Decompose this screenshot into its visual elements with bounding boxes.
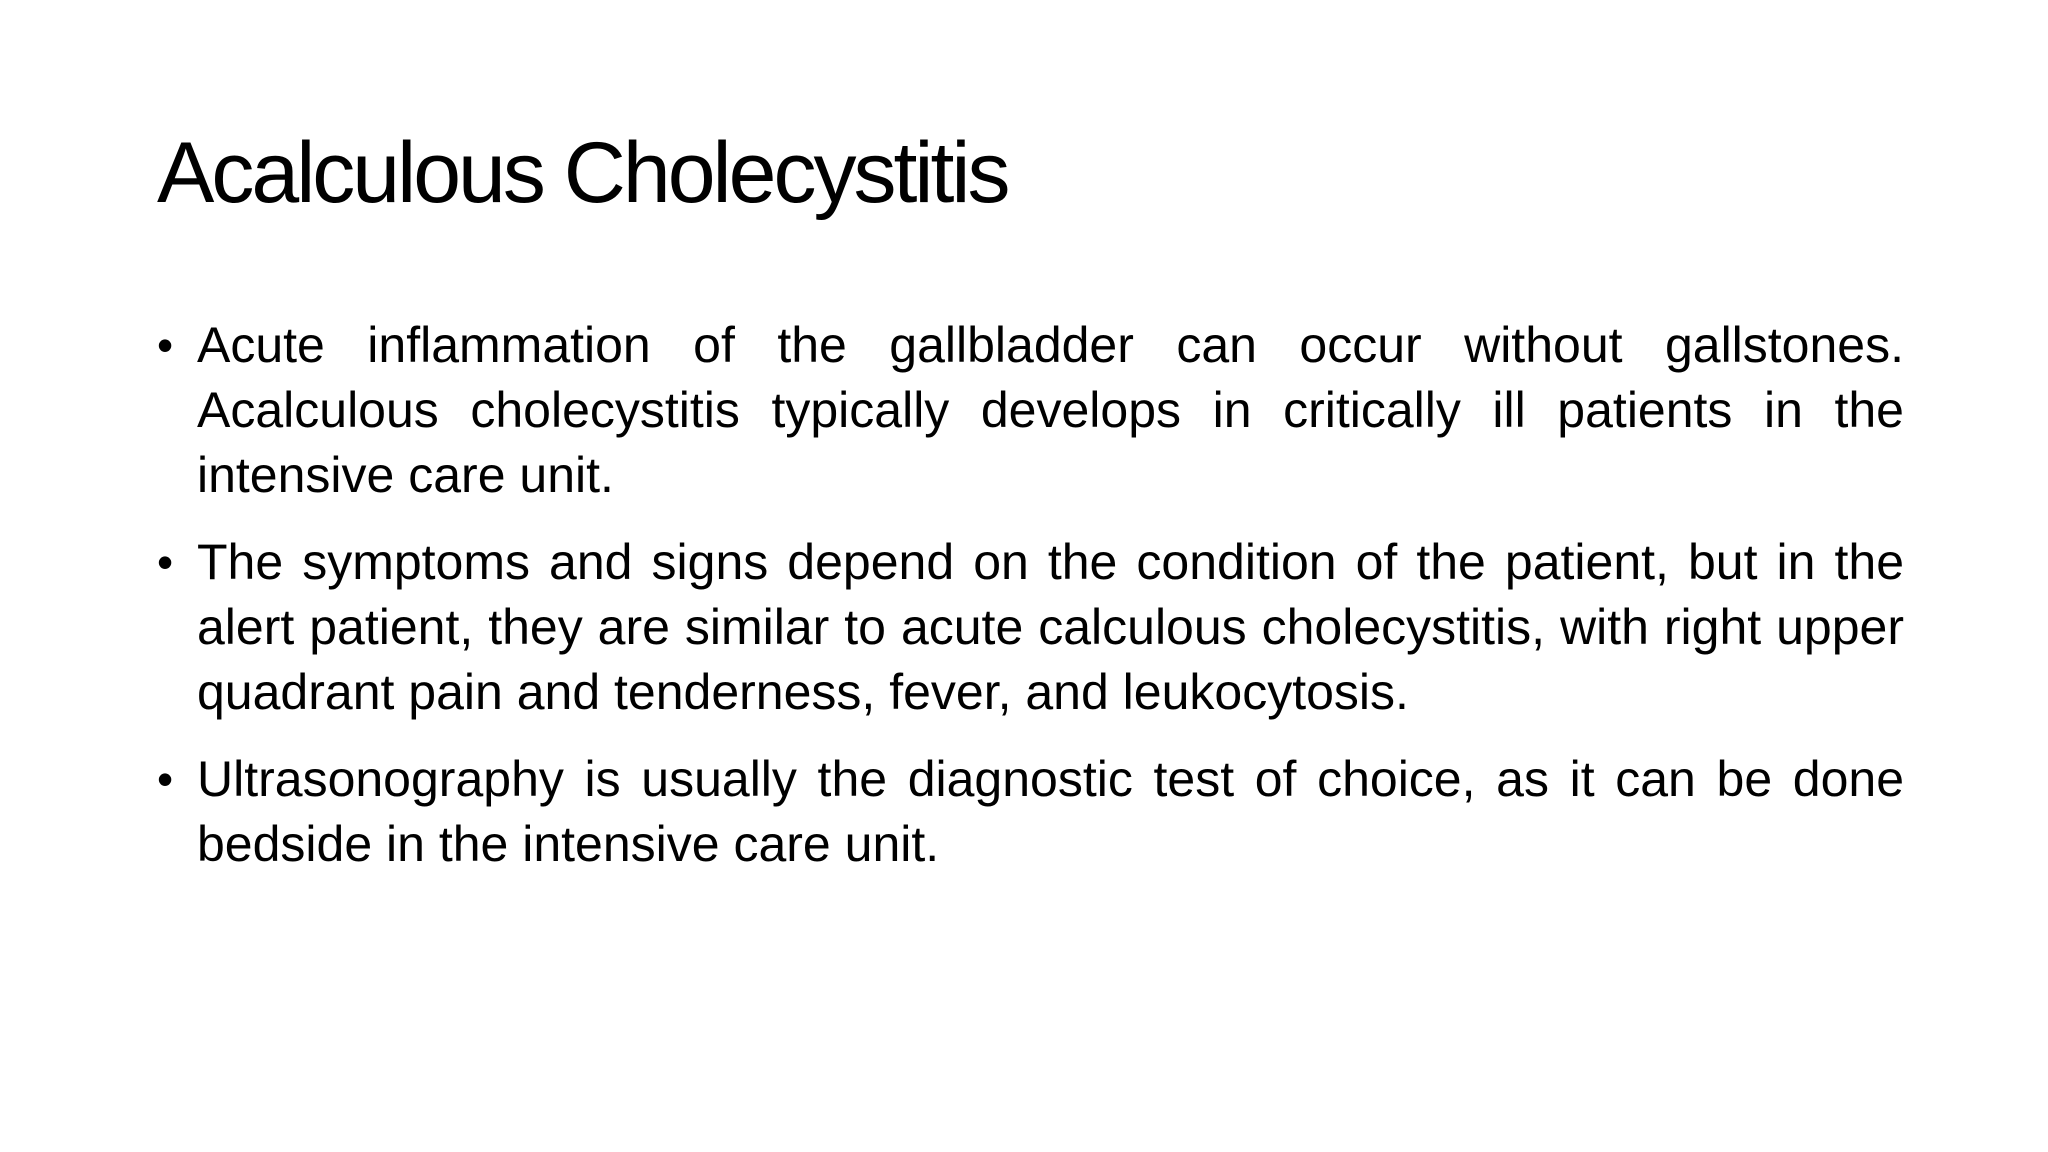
bullet-dot-icon: • <box>157 536 174 588</box>
bullet-text: Acute inflammation of the gallbladder can occur without gallstones. Acalculous cholecystitis typically develops in critically ill patients in the intensive care unit. <box>197 317 1904 503</box>
bullet-item <box>157 530 1904 725</box>
bullet-list <box>157 313 1904 899</box>
bullet-item <box>157 313 1904 508</box>
slide-title: Acalculous Cholecystitis <box>157 125 1008 221</box>
bullet-dot-icon: • <box>157 753 174 805</box>
bullet-dot-icon: • <box>157 319 174 371</box>
bullet-text: The symptoms and signs depend on the condition of the patient, but in the alert patient, they are similar to acute calculous cholecystitis, with right upper quadrant pain and tenderness, fever, and leukocytosis. <box>197 534 1904 720</box>
bullet-text: Ultrasonography is usually the diagnostic test of choice, as it can be done bedside in the intensive care unit. <box>197 751 1904 872</box>
bullet-item <box>157 747 1904 877</box>
